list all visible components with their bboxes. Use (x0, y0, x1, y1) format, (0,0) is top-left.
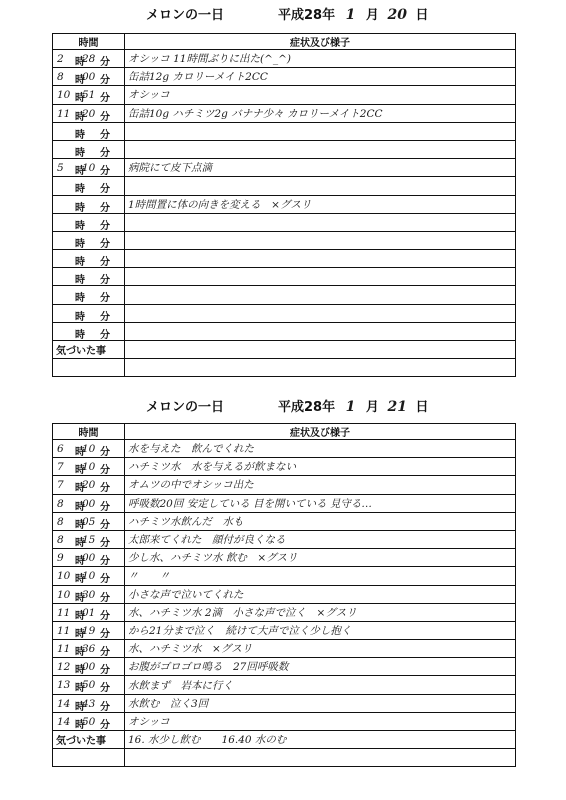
minute-label: 分 (100, 293, 110, 305)
minute-label: 分 (100, 166, 110, 177)
day-unit: 日 (415, 8, 429, 23)
note-cell (125, 159, 516, 177)
time-header: 時間 (53, 34, 125, 50)
minute-value: 10 (82, 162, 96, 175)
note-cell (125, 712, 516, 730)
note-cell (125, 585, 516, 603)
hour-value: 7 (57, 479, 64, 492)
note-cell (125, 268, 516, 286)
hour-label: 時 (75, 574, 85, 585)
note-text: 水飲む 泣く3回 (128, 697, 209, 710)
time-cell (53, 50, 125, 68)
log-row (53, 603, 516, 621)
note-text: 少し水、ハチミツ水 飲む ×グスリ (128, 552, 298, 565)
footer-blank-row (53, 359, 516, 377)
time-cell (53, 177, 125, 195)
hour-value: 11 (57, 643, 71, 656)
note-text: ハチミツ水 水を与えるが飲まない (128, 461, 296, 474)
note-cell (125, 567, 516, 585)
time-cell (53, 86, 125, 104)
note-text: オシッコ 11時間ぶりに出た(^_^) (128, 53, 292, 66)
time-cell (53, 213, 125, 231)
blank-cell (125, 749, 516, 767)
footer-label: 気づいた事 (53, 341, 125, 359)
log-row (53, 68, 516, 86)
hour-value: 7 (57, 461, 64, 474)
hour-label: 時 (75, 592, 85, 604)
hour-label: 時 (75, 719, 85, 731)
time-cell (53, 68, 125, 86)
hour-label: 時 (75, 166, 85, 177)
time-cell (53, 104, 125, 122)
minute-label: 分 (100, 628, 110, 640)
note-cell (125, 195, 516, 213)
hour-label: 時 (75, 257, 85, 268)
time-cell (53, 268, 125, 286)
minute-label: 分 (100, 683, 110, 695)
time-cell (53, 694, 125, 712)
time-cell (53, 530, 125, 548)
log-row (53, 231, 516, 249)
log-row (53, 440, 516, 458)
hour-label: 時 (75, 610, 85, 622)
minute-label: 分 (100, 537, 110, 549)
sheet-1-title: メロンの一日 (146, 8, 225, 23)
note-cell (125, 68, 516, 86)
note-text: 水を与えた 飲んでくれた (128, 443, 254, 456)
minute-value: 00 (82, 497, 96, 510)
note-cell (125, 104, 516, 122)
hour-label: 時 (75, 57, 85, 68)
time-cell (53, 567, 125, 585)
note-cell (125, 177, 516, 195)
hour-label: 時 (75, 501, 85, 513)
note-text: 呼吸数20回 安定している 目を開いている 見守る… (128, 497, 372, 510)
time-cell (53, 512, 125, 530)
minute-label: 分 (100, 665, 110, 676)
note-cell (125, 476, 516, 494)
log-row (53, 268, 516, 286)
sheet-1-date (278, 4, 428, 23)
hour-label: 時 (75, 220, 85, 232)
minute-label: 分 (100, 75, 110, 86)
hour-label: 時 (75, 556, 85, 567)
log-row (53, 549, 516, 567)
note-text: 水、ハチミツ水 2滴 小さな声で泣く ×グスリ (128, 606, 357, 619)
time-cell (53, 159, 125, 177)
note-cell (125, 621, 516, 639)
hour-value: 8 (57, 533, 64, 546)
log-row (53, 512, 516, 530)
time-cell (53, 304, 125, 322)
blank-cell (53, 359, 125, 377)
time-cell (53, 640, 125, 658)
note-cell (125, 304, 516, 322)
hour-label: 時 (75, 238, 85, 250)
time-cell (53, 676, 125, 694)
month-unit: 月 (365, 8, 379, 23)
note-text: から21分まで泣く 続けて大声で泣く少し抱く (128, 624, 352, 637)
hour-label: 時 (75, 311, 85, 323)
footer-note: 16. 水少し飲む 16.40 水のむ (128, 734, 287, 747)
log-row (53, 50, 516, 68)
note-text: 〃 〃 (128, 570, 170, 583)
log-row (53, 104, 516, 122)
note-text: オムツの中でオシッコ出た (128, 479, 254, 492)
time-cell (53, 322, 125, 340)
hour-label: 時 (75, 465, 85, 476)
hour-value: 6 (57, 443, 64, 455)
minute-label: 分 (100, 93, 110, 105)
note-text: 病院にて皮下点滴 (128, 162, 212, 175)
hour-label: 時 (75, 537, 85, 549)
month-value: 1 (345, 399, 356, 415)
note-text: ハチミツ水飲んだ 水も (128, 515, 244, 528)
note-cell (125, 50, 516, 68)
minute-label: 分 (100, 202, 110, 214)
hour-label: 時 (75, 147, 85, 159)
minute-value: 00 (82, 661, 96, 674)
note-cell (125, 458, 516, 476)
log-row (53, 304, 516, 322)
hour-value: 9 (57, 552, 64, 565)
hour-value: 11 (57, 606, 71, 619)
footer-blank-row (53, 749, 516, 767)
minute-label: 分 (100, 519, 110, 531)
minute-value: 10 (82, 570, 96, 583)
time-cell (53, 122, 125, 140)
hour-value: 10 (57, 570, 71, 583)
hour-value: 10 (57, 89, 71, 102)
note-text: 水、ハチミツ水 ×グスリ (128, 643, 253, 656)
note-cell (125, 494, 516, 512)
log-row (53, 140, 516, 158)
log-row (53, 195, 516, 213)
hour-label: 時 (75, 111, 85, 123)
note-text: 太郎来てくれた 顔付が良くなる (128, 534, 286, 547)
note-text: 缶詰12g カロリーメイト2CC (128, 71, 268, 84)
time-cell (53, 621, 125, 639)
minute-value: 30 (82, 588, 96, 601)
blank-cell (125, 359, 516, 377)
notes-header: 症状及び様子 (125, 34, 516, 50)
log-row (53, 712, 516, 730)
minute-value: 19 (82, 624, 96, 637)
minute-value: 00 (82, 71, 96, 84)
minute-label: 分 (100, 501, 110, 513)
log-row (53, 86, 516, 104)
hour-label: 時 (75, 483, 85, 495)
time-cell (53, 250, 125, 268)
time-cell (53, 195, 125, 213)
minute-label: 分 (100, 57, 110, 68)
time-cell (53, 140, 125, 158)
log-row (53, 494, 516, 512)
time-cell (53, 603, 125, 621)
note-text: 缶詰10g ハチミツ2g バナナ少々 カロリーメイト2CC (128, 107, 383, 120)
hour-label: 時 (75, 519, 85, 531)
note-cell (125, 549, 516, 567)
footer-label: 気づいた事 (53, 731, 125, 749)
note-text: オシッコ (128, 715, 170, 728)
log-row (53, 658, 516, 676)
time-cell (53, 585, 125, 603)
minute-label: 分 (100, 329, 110, 341)
note-text: お腹がゴロゴロ鳴る 27回呼吸数 (128, 661, 289, 674)
note-text: 小さな声で泣いてくれた (128, 588, 244, 601)
note-cell (125, 694, 516, 712)
minute-label: 分 (100, 275, 110, 286)
hour-value: 8 (57, 515, 64, 528)
log-row (53, 476, 516, 494)
hour-label: 時 (75, 683, 85, 695)
note-cell (125, 122, 516, 140)
day-unit: 日 (415, 400, 429, 415)
note-cell (125, 658, 516, 676)
note-cell (125, 213, 516, 231)
minute-value: 51 (82, 89, 96, 102)
minute-label: 分 (100, 592, 110, 604)
hour-label: 時 (75, 647, 85, 658)
note-cell (125, 86, 516, 104)
minute-value: 10 (82, 443, 96, 455)
hour-value: 14 (57, 715, 71, 728)
month-unit: 月 (365, 400, 379, 415)
note-cell (125, 140, 516, 158)
hour-label: 時 (75, 665, 85, 676)
minute-label: 分 (100, 647, 110, 658)
minute-value: 50 (82, 679, 96, 692)
time-cell (53, 458, 125, 476)
log-table-1 (52, 33, 516, 377)
month-value: 1 (345, 7, 356, 23)
minute-label: 分 (100, 238, 110, 250)
note-cell (125, 286, 516, 304)
minute-value: 43 (82, 697, 96, 710)
minute-label: 分 (100, 483, 110, 495)
header-row (53, 424, 516, 440)
minute-value: 15 (82, 533, 96, 546)
log-row (53, 250, 516, 268)
hour-label: 時 (75, 93, 85, 105)
hour-label: 時 (75, 129, 85, 141)
hour-label: 時 (75, 329, 85, 341)
log-row (53, 694, 516, 712)
note-cell (125, 512, 516, 530)
time-cell (53, 440, 125, 458)
log-row (53, 458, 516, 476)
day-value: 21 (387, 399, 407, 415)
note-text: オシッコ (128, 89, 170, 102)
log-row (53, 621, 516, 639)
log-row (53, 567, 516, 585)
minute-label: 分 (100, 610, 110, 622)
log-row (53, 322, 516, 340)
hour-value: 14 (57, 697, 71, 710)
time-cell (53, 549, 125, 567)
minute-label: 分 (100, 184, 110, 195)
minute-value: 36 (82, 643, 96, 656)
time-cell (53, 476, 125, 494)
notes-header: 症状及び様子 (125, 424, 516, 440)
log-row (53, 530, 516, 548)
minute-label: 分 (100, 556, 110, 567)
note-cell (125, 322, 516, 340)
header-row (53, 34, 516, 50)
hour-label: 時 (75, 293, 85, 305)
hour-value: 8 (57, 497, 64, 510)
time-cell (53, 231, 125, 249)
minute-label: 分 (100, 701, 110, 713)
time-cell (53, 658, 125, 676)
minute-label: 分 (100, 111, 110, 123)
hour-value: 12 (57, 661, 71, 674)
hour-label: 時 (75, 184, 85, 195)
note-text: 1時間置に体の向きを変える ×グスリ (128, 198, 312, 211)
log-row (53, 286, 516, 304)
footer-row (53, 731, 516, 749)
date-prefix: 平成28年 (278, 400, 336, 415)
note-text: 水飲まず 岩本に行く (128, 679, 233, 692)
minute-value: 28 (82, 53, 96, 65)
minute-label: 分 (100, 574, 110, 585)
log-row (53, 640, 516, 658)
minute-value: 20 (82, 107, 96, 120)
note-cell (125, 530, 516, 548)
minute-label: 分 (100, 447, 110, 458)
time-header: 時間 (53, 424, 125, 440)
minute-value: 01 (82, 606, 96, 619)
minute-label: 分 (100, 257, 110, 268)
hour-label: 時 (75, 75, 85, 86)
hour-value: 8 (57, 71, 64, 84)
footer-note-cell (125, 341, 516, 359)
hour-value: 2 (57, 53, 64, 65)
log-row (53, 159, 516, 177)
date-prefix: 平成28年 (278, 8, 336, 23)
log-row (53, 177, 516, 195)
hour-value: 13 (57, 679, 71, 692)
hour-value: 5 (57, 162, 64, 175)
log-row (53, 122, 516, 140)
minute-value: 05 (82, 515, 96, 528)
hour-value: 10 (57, 588, 71, 601)
sheet-2-title: メロンの一日 (146, 400, 225, 415)
log-table-2 (52, 423, 516, 767)
hour-value: 11 (57, 107, 71, 120)
log-row (53, 213, 516, 231)
note-cell (125, 603, 516, 621)
minute-value: 20 (82, 479, 96, 492)
minute-label: 分 (100, 465, 110, 476)
minute-label: 分 (100, 220, 110, 232)
note-cell (125, 440, 516, 458)
time-cell (53, 494, 125, 512)
minute-label: 分 (100, 129, 110, 141)
time-cell (53, 712, 125, 730)
day-value: 20 (387, 7, 407, 23)
minute-value: 50 (82, 715, 96, 728)
minute-label: 分 (100, 147, 110, 159)
hour-label: 時 (75, 202, 85, 214)
hour-label: 時 (75, 701, 85, 713)
time-cell (53, 286, 125, 304)
minute-value: 00 (82, 552, 96, 565)
hour-label: 時 (75, 275, 85, 286)
sheet-2-date (278, 396, 428, 415)
hour-label: 時 (75, 628, 85, 640)
note-cell (125, 231, 516, 249)
hour-label: 時 (75, 447, 85, 458)
blank-cell (53, 749, 125, 767)
minute-label: 分 (100, 719, 110, 731)
minute-label: 分 (100, 311, 110, 323)
hour-value: 11 (57, 624, 71, 637)
minute-value: 10 (82, 461, 96, 474)
note-cell (125, 676, 516, 694)
log-row (53, 676, 516, 694)
note-cell (125, 640, 516, 658)
footer-row (53, 341, 516, 359)
footer-note-cell (125, 731, 516, 749)
log-row (53, 585, 516, 603)
note-cell (125, 250, 516, 268)
